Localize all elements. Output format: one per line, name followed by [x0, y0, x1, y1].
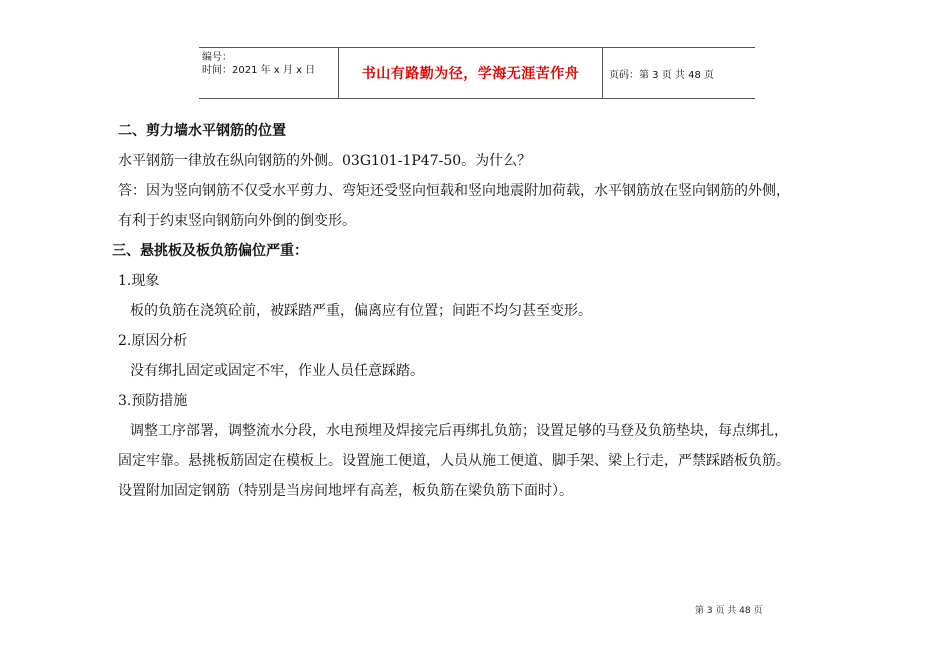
header-motto: 书山有路勤为径，学海无涯苦作舟 [339, 48, 603, 98]
header-number: 编号： [202, 52, 232, 63]
subsection-3-line-3: 设置附加固定钢筋（特别是当房间地坪有高差，板负筋在梁负筋下面时）。 [118, 483, 573, 499]
header-time: 时间：2021 年 x 月 x 日 [202, 65, 316, 76]
subsection-2-text: 没有绑扎固定或固定不牢，作业人员任意踩踏。 [130, 363, 424, 379]
section-3-heading: 三、悬挑板及板负筋偏位严重： [112, 243, 308, 259]
section-2-answer-line-1: 答：因为竖向钢筋不仅受水平剪力、弯矩还受竖向恒载和竖向地震附加荷载，水平钢筋放在竖向钢筋的外侧， [118, 183, 790, 199]
page-footer: 第 3 页 共 48 页 [695, 606, 763, 616]
subsection-2-title: 2.原因分析 [118, 333, 188, 349]
subsection-1-title: 1.现象 [118, 273, 160, 289]
subsection-3-line-1: 调整工序部署，调整流水分段，水电预埋及焊接完后再绑扎负筋；设置足够的马登及负筋垫块，每点绑扎， [130, 423, 788, 439]
section-2-paragraph: 水平钢筋一律放在纵向钢筋的外侧。03G101-1P47-50。为什么？ [118, 153, 532, 169]
page-header [199, 47, 755, 99]
section-2-heading: 二、剪力墙水平钢筋的位置 [118, 123, 286, 139]
subsection-3-line-2: 固定牢靠。悬挑板筋固定在模板上。设置施工便道，人员从施工便道、脚手架、梁上行走，严禁踩踏板负筋。 [118, 453, 790, 469]
subsection-3-title: 3.预防措施 [118, 393, 188, 409]
header-meta [199, 48, 339, 98]
section-2-answer-line-2: 有利于约束竖向钢筋向外倒的倒变形。 [118, 213, 356, 229]
subsection-1-text: 板的负筋在浇筑砼前，被踩踏严重，偏离应有位置；间距不均匀甚至变形。 [130, 303, 592, 319]
header-page-code: 页码：第 3 页 共 48 页 [609, 69, 714, 81]
document-body [112, 116, 882, 506]
